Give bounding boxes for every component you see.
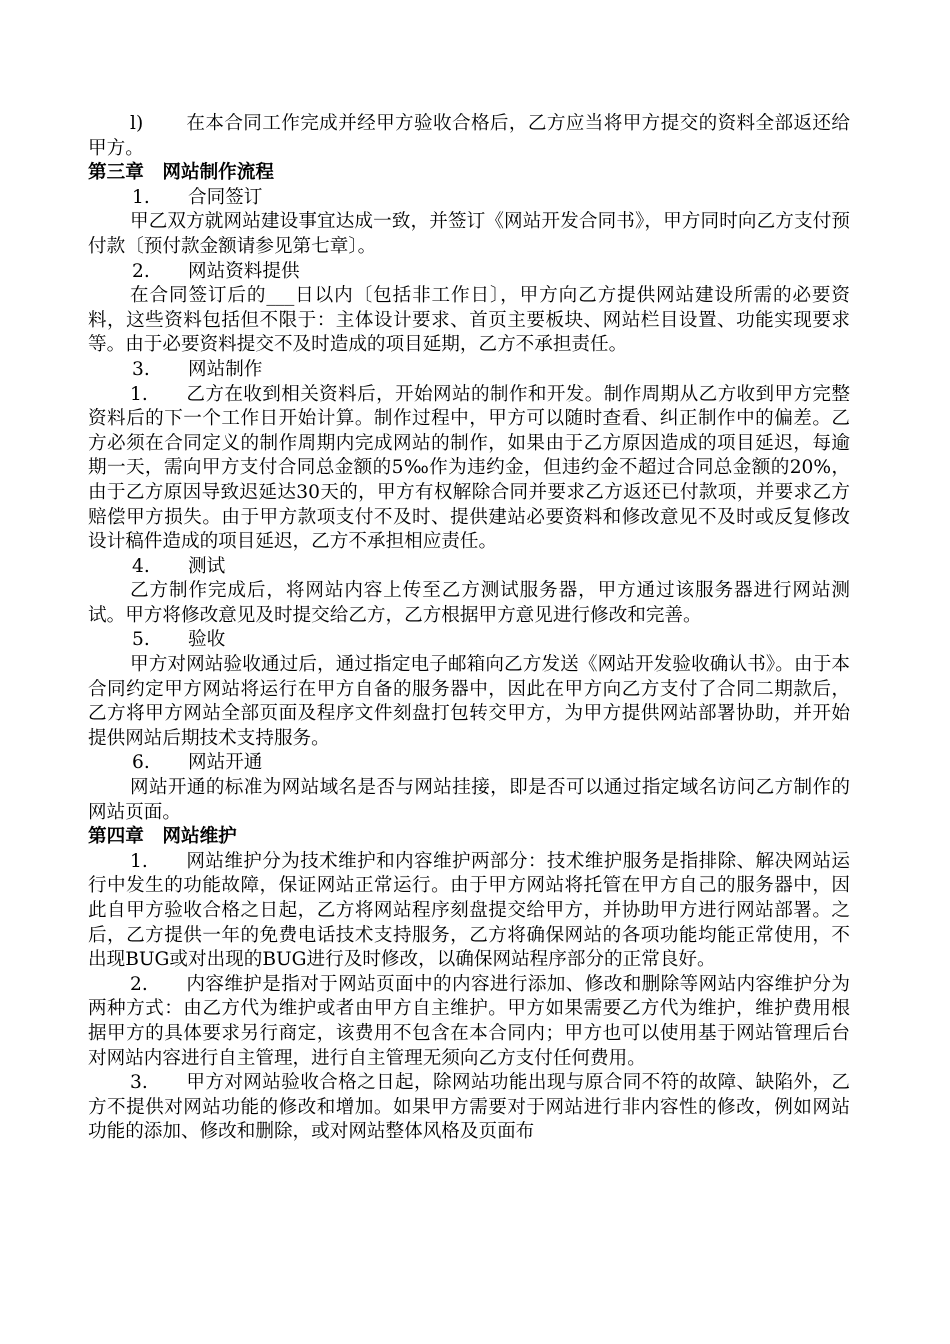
section-number: 4. (132, 555, 150, 577)
section-2-body: 在合同签订后的___日以内〔包括非工作日〕，甲方向乙方提供网站建设所需的必要资料，这些资料包括但不限于：主体设计要求、首页主要板块、网站栏目设置、功能实现要求等。由于必要资料提交不及时造成的项目延期，乙方不承担责任。 (88, 285, 850, 356)
section-6-heading (88, 751, 850, 776)
section-title: 测试 (188, 555, 226, 577)
section-3-heading (88, 358, 850, 383)
chapter-4-heading: 第四章 网站维护 (88, 826, 237, 848)
section-number: 6. (132, 752, 150, 774)
paragraph-text: 甲方对网站验收合格之日起，除网站功能出现与原合同不符的故障、缺陷外，乙方不提供对网站功能的修改和增加。如果甲方需要对于网站进行非内容性的修改，例如网站功能的添加、修改和删除，或对网站整体风格及页面布 (88, 1072, 850, 1143)
section-5-body: 甲方对网站验收通过后，通过指定电子邮箱向乙方发送《网站开发验收确认书》。由于本合同约定甲方网站将运行在甲方自备的服务器中，因此在甲方向乙方支付了合同二期款后，乙方将甲方网站全部页面及程序文件刻盘打包转交甲方，为甲方提供网站部署协助，并开始提供网站后期技术支持服务。 (88, 654, 850, 749)
section-4-body: 乙方制作完成后，将网站内容上传至乙方测试服务器，甲方通过该服务器进行网站测试。甲方将修改意见及时提交给乙方，乙方根据甲方意见进行修改和完善。 (88, 580, 850, 626)
section-1-heading (88, 186, 850, 211)
section-6-body: 网站开通的标准为网站域名是否与网站挂接，即是否可以通过指定域名访问乙方制作的网站页面。 (88, 777, 850, 823)
section-title: 验收 (188, 629, 226, 651)
clause-text: 在本合同工作完成并经甲方验收合格后，乙方应当将甲方提交的资料全部返还给甲方。 (88, 113, 850, 159)
maintenance-1-paragraph (88, 850, 850, 973)
section-title: 网站资料提供 (188, 260, 300, 282)
section-title: 合同签订 (188, 186, 263, 208)
section-number: 1. (132, 186, 150, 208)
paragraph-number: 1. (130, 850, 148, 872)
section-2-heading (88, 260, 850, 285)
maintenance-2-paragraph (88, 973, 850, 1071)
paragraph-text: 内容维护是指对于网站页面中的内容进行添加、修改和删除等网站内容维护分为两种方式：由乙方代为维护或者由甲方自主维护。甲方如果需要乙方代为维护，维护费用根据甲方的具体要求另行商定，该费用不包含在本合同内；甲方也可以使用基于网站管理后台对网站内容进行自主管理，进行自主管理无须向乙方支付任何费用。 (88, 973, 850, 1069)
section-number: 3. (132, 358, 150, 380)
clause-l-paragraph (88, 112, 850, 161)
section-title: 网站制作 (188, 358, 263, 380)
section-1-body: 甲乙双方就网站建设事宜达成一致，并签订《网站开发合同书》，甲方同时向乙方支付预付款〔预付款金额请参见第七章〕。 (88, 211, 850, 257)
section-number: 5. (132, 629, 150, 651)
maintenance-3-paragraph (88, 1071, 850, 1145)
paragraph-text: 网站维护分为技术维护和内容维护两部分：技术维护服务是指排除、解决网站运行中发生的功能故障，保证网站正常运行。由于甲方网站将托管在甲方自己的服务器中，因此自甲方验收合格之日起，乙方将网站程序刻盘提交给甲方，并协助甲方进行网站部署。之后，乙方提供一年的免费电话技术支持服务，乙方将确保网站的各项功能均能正常使用，不出现BUG或对出现的BUG进行及时修改，以确保网站程序部分的正常良好。 (88, 850, 850, 971)
section-title: 网站开通 (188, 752, 263, 774)
paragraph-number: 2. (130, 973, 148, 995)
clause-number: l) (130, 113, 144, 134)
section-4-heading (88, 555, 850, 580)
paragraph-number: 3. (130, 1072, 148, 1094)
paragraph-text: 乙方在收到相关资料后，开始网站的制作和开发。制作周期从乙方收到甲方完整资料后的下一个工作日开始计算。制作过程中，甲方可以随时查看、纠正制作中的偏差。乙方必须在合同定义的制作周期内完成网站的制作，如果由于乙方原因造成的项目延迟，每逾期一天，需向甲方支付合同总金额的5‰作为违约金，但违约金不超过合同总金额的20%，由于乙方原因导致迟延达30天的，甲方有权解除合同并要求乙方返还已付款项，并要求乙方赔偿甲方损失。由于甲方款项支付不及时、提供建站必要资料和修改意见不及时或反复修改设计稿件造成的项目延迟，乙方不承担相应责任。 (88, 383, 850, 553)
section-3-body (88, 383, 850, 555)
section-5-heading (88, 628, 850, 653)
contract-page (88, 112, 850, 1145)
paragraph-number: 1. (130, 383, 148, 405)
section-number: 2. (132, 260, 150, 282)
chapter-3-heading: 第三章 网站制作流程 (88, 162, 274, 184)
